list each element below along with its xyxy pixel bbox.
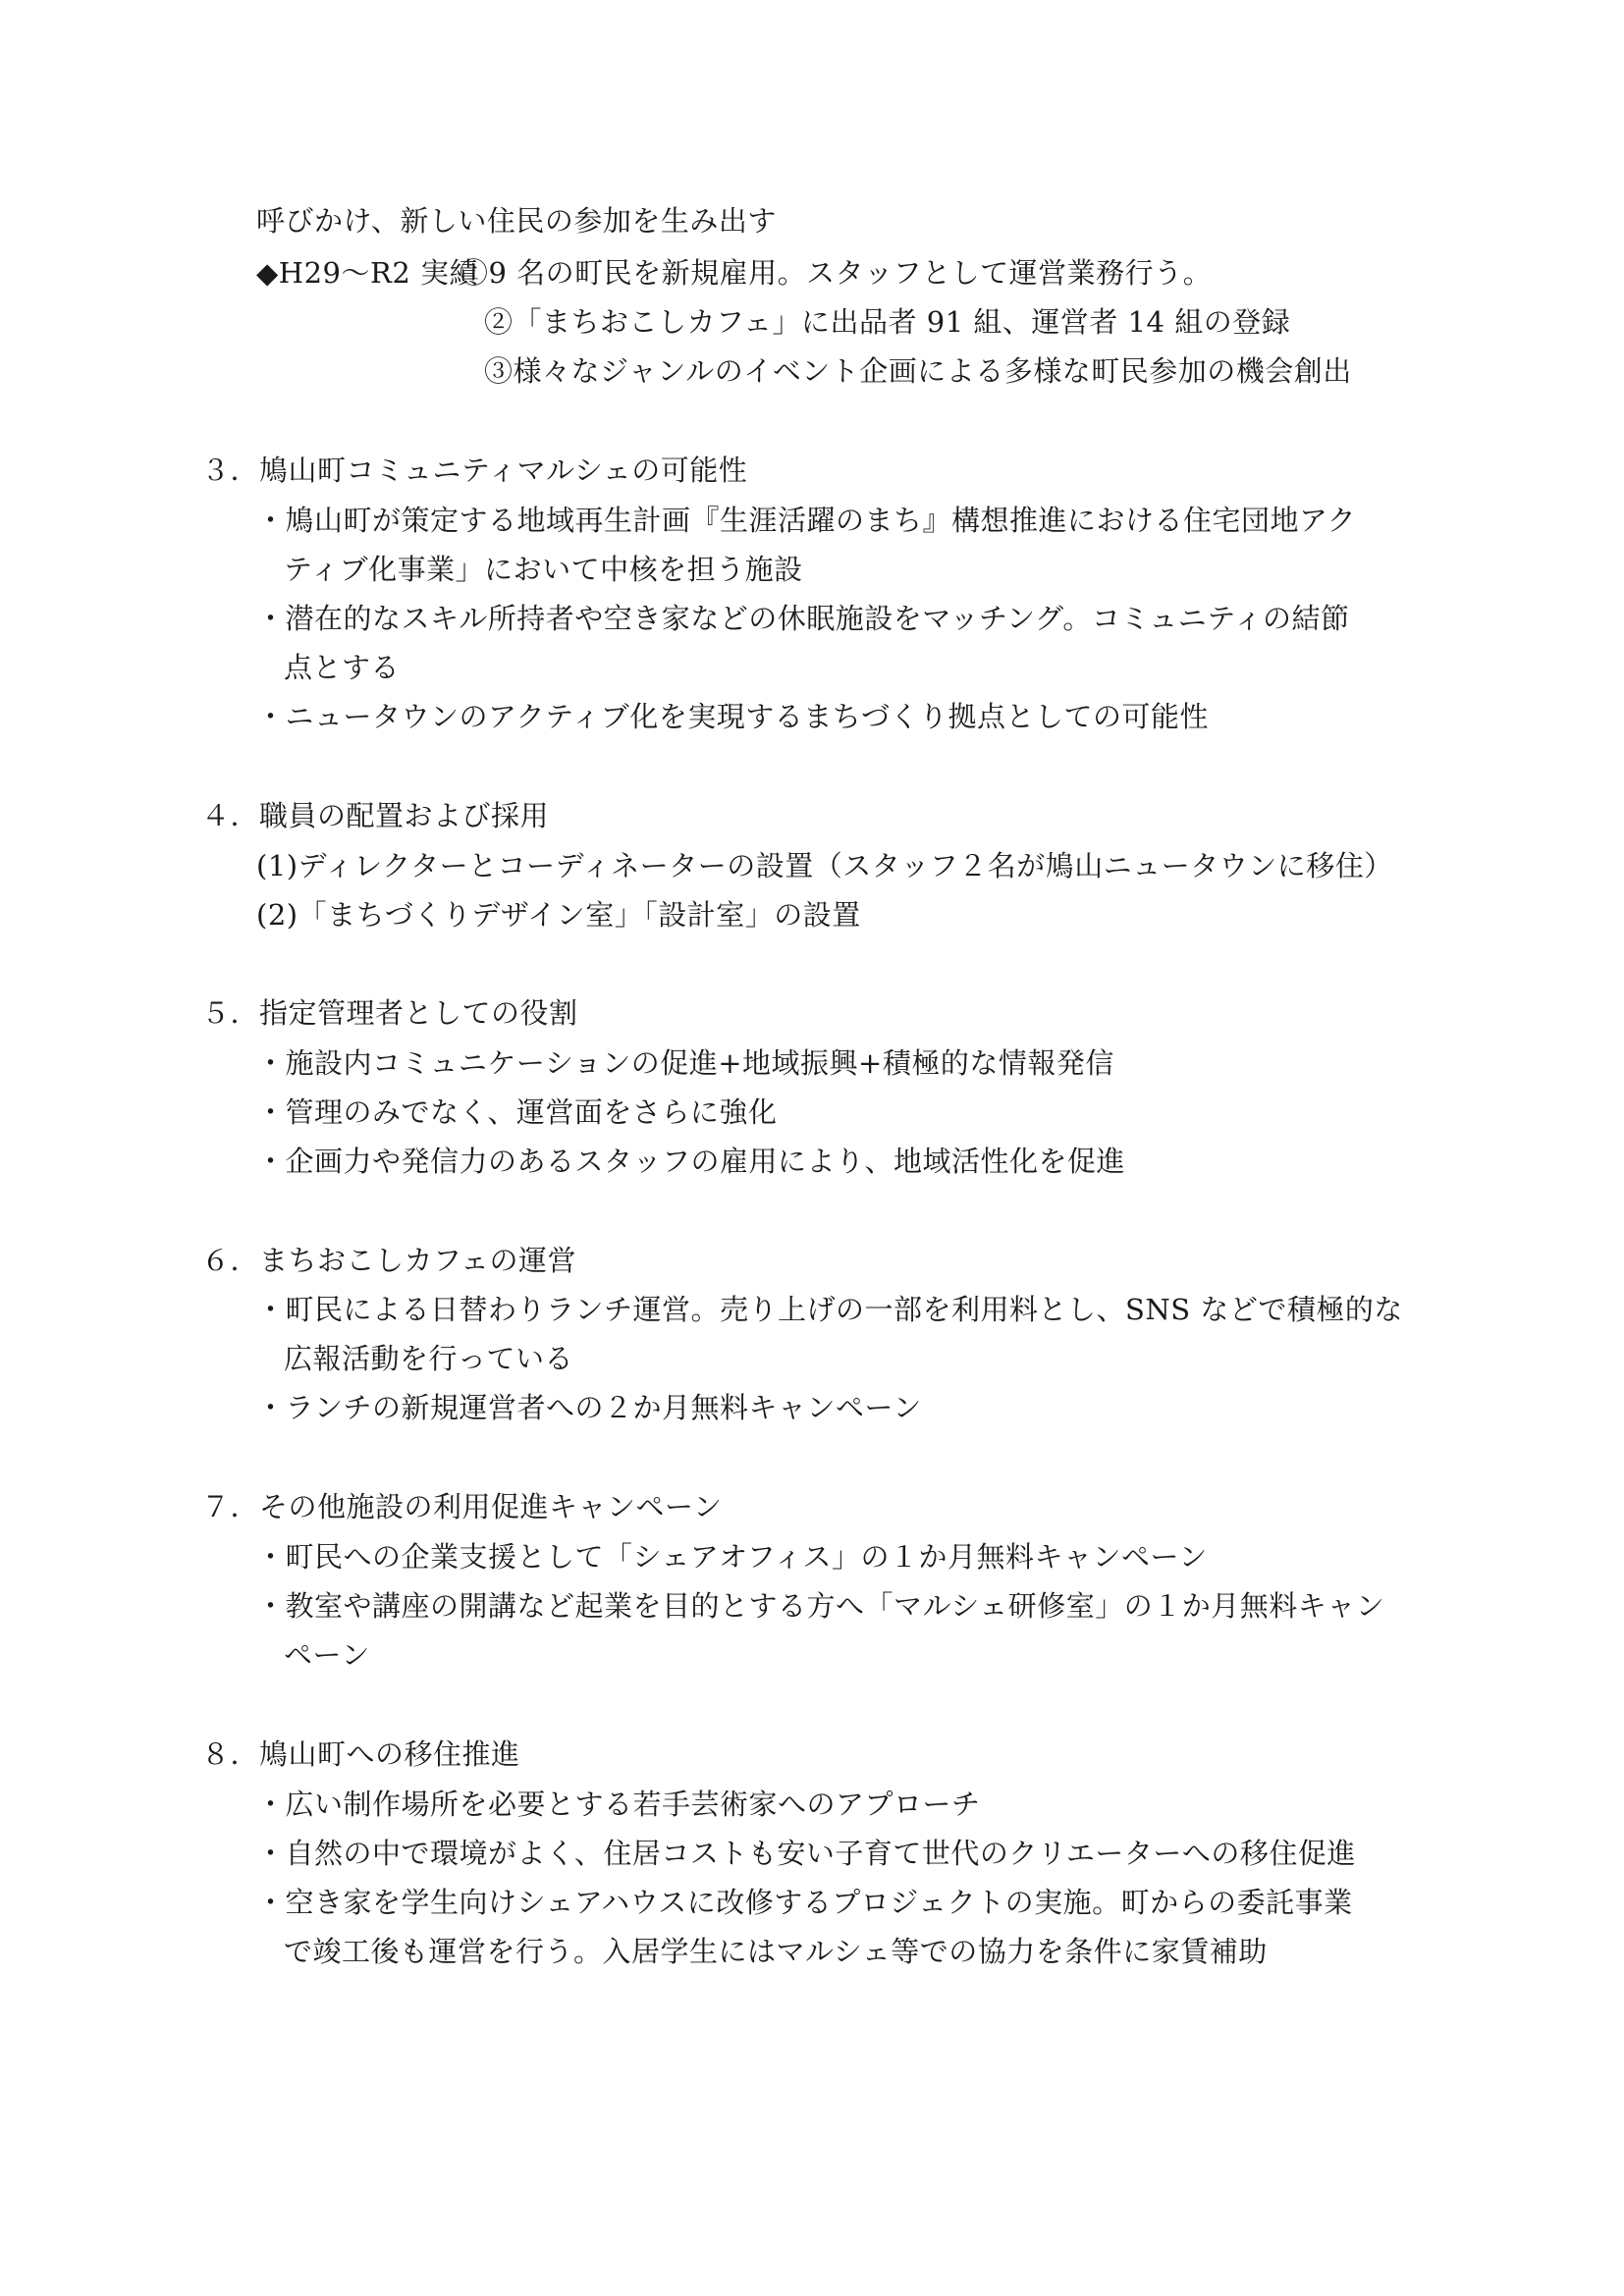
section-6-heading: ６．まちおこしカフェの運営 [201,1244,577,1277]
section-3-line-5: ・ニュータウンのアクティブ化を実現するまちづくり拠点としての可能性 [256,700,1210,733]
section-6-line-1: ・町民による日替わりランチ運営。売り上げの一部を利用料とし、SNS などで積極的な [256,1293,1403,1326]
section-8-line-1: ・広い制作場所を必要とする若手芸術家へのアプローチ [256,1788,981,1821]
intro-continuation-line: 呼びかけ、新しい住民の参加を生み出す [256,204,777,238]
results-label: ◆H29～R2 実績 [256,256,478,290]
section-3-heading: ３．鳩山町コミュニティマルシェの可能性 [201,454,748,487]
section-7-heading: ７．その他施設の利用促進キャンペーン [201,1490,723,1523]
results-item-1: ①9 名の町民を新規雇用。スタッフとして運営業務行う。 [460,256,1213,290]
section-8-line-2: ・自然の中で環境がよく、住居コストも安い子育て世代のクリエーターへの移住促進 [256,1837,1356,1870]
section-7-line-3: ペーン [284,1638,370,1672]
section-5-line-3: ・企画力や発信力のあるスタッフの雇用により、地域活性化を促進 [256,1145,1126,1178]
results-item-2: ②「まちおこしカフェ」に出品者 91 組、運営者 14 組の登録 [484,305,1291,339]
section-3-line-2: ティブ化事業」において中核を担う施設 [284,553,803,586]
section-3-line-4: 点とする [284,651,401,684]
section-8-line-3: ・空き家を学生向けシェアハウスに改修するプロジェクトの実施。町からの委託事業 [256,1886,1353,1919]
section-4-heading: ４．職員の配置および採用 [201,799,550,832]
section-7-line-1: ・町民への企業支援として「シェアオフィス」の１か月無料キャンペーン [256,1540,1208,1574]
section-5-heading: ５．指定管理者としての役割 [201,996,578,1030]
results-item-3: ③様々なジャンルのイベント企画による多様な町民参加の機会創出 [484,354,1352,388]
section-6-line-3: ・ランチの新規運営者への２か月無料キャンペーン [256,1391,922,1424]
section-8-heading: ８．鳩山町への移住推進 [201,1737,520,1771]
section-8-line-4: で竣工後も運営を行う。入居学生にはマルシェ等での協力を条件に家賃補助 [284,1935,1268,1968]
section-3-line-1: ・鳩山町が策定する地域再生計画『生涯活躍のまち』構想推進における住宅団地アク [256,504,1357,537]
section-5-line-1: ・施設内コミュニケーションの促進+地域振興+積極的な情報発信 [256,1046,1114,1080]
section-4-line-2: (2)「まちづくりデザイン室」「設計室」の設置 [256,898,861,932]
section-3-line-3: ・潜在的なスキル所持者や空き家などの休眠施設をマッチング。コミュニティの結節 [256,602,1350,635]
section-5-line-2: ・管理のみでなく、運営面をさらに強化 [256,1095,778,1129]
section-4-line-1: (1)ディレクターとコーディネーターの設置（スタッフ２名が鳩山ニュータウンに移住） [256,849,1393,882]
section-7-line-2: ・教室や講座の開講など起業を目的とする方へ「マルシェ研修室」の１か月無料キャン [256,1589,1385,1623]
section-6-line-2: 広報活動を行っている [284,1342,574,1375]
